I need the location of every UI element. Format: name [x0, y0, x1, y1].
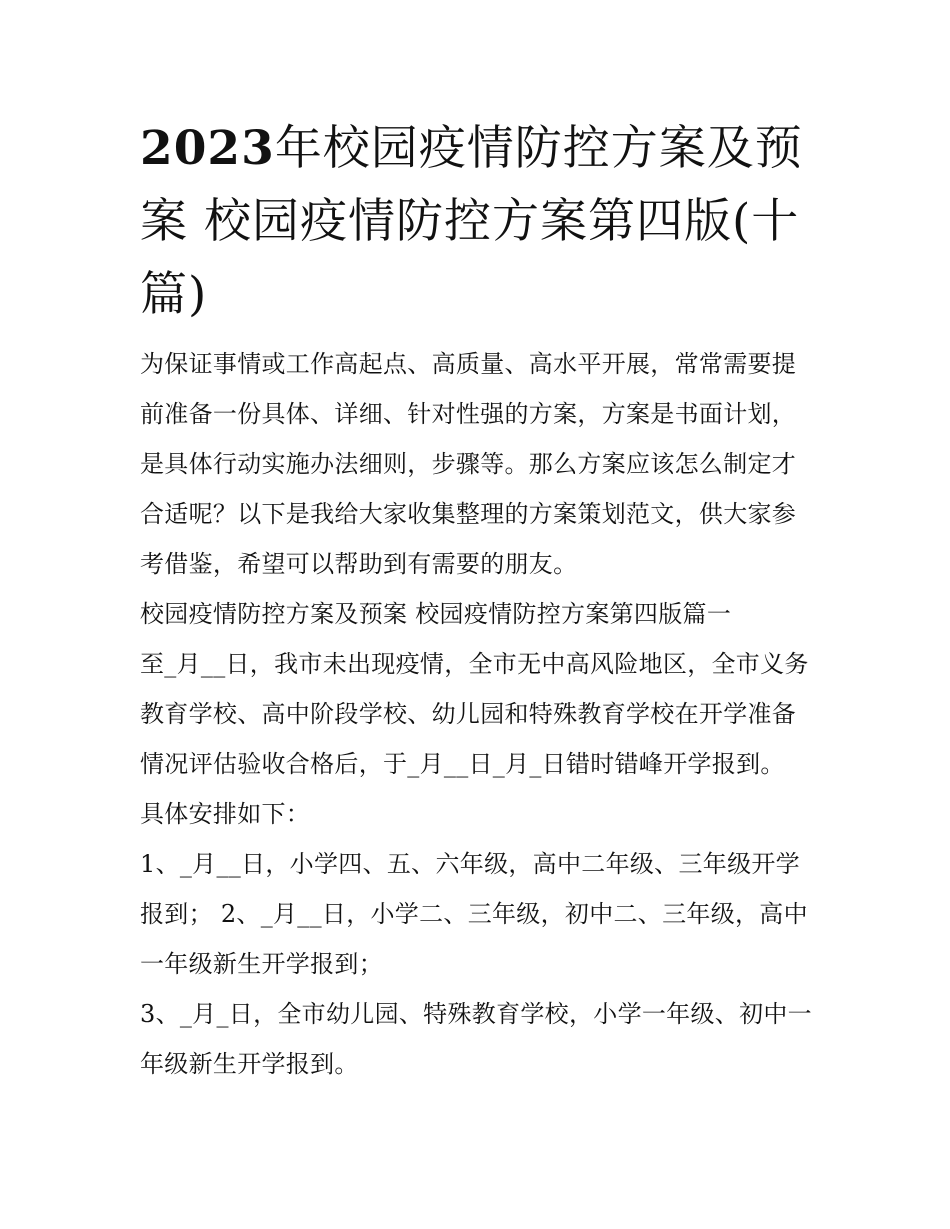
title-text: 年校园疫情防控方案及预案 校园疫情防控方案第四版(十篇)	[140, 121, 803, 322]
schedule-intro: 具体安排如下：	[140, 800, 311, 828]
document-title	[140, 112, 820, 331]
title-year: 2023	[140, 121, 275, 176]
intro-paragraph: 为保证事情或工作高起点、高质量、高水平开展，常常需要提前准备一份具体、详细、针对性强的方案，方案是书面计划，是具体行动实施办法细则，步骤等。那么方案应该怎么制定才合适呢？以下是我给大家收集整理的方案策划范文，供大家参考借鉴，希望可以帮助到有需要的朋友。	[140, 350, 797, 578]
document-page	[140, 112, 820, 1089]
section-heading: 校园疫情防控方案及预案 校园疫情防控方案第四版篇一	[140, 600, 732, 628]
schedule-item: 1、_月__日，小学四、五、六年级，高中二年级、三年级开学报到； 2、_月__日，小学二、三年级，初中二、三年级，高中一年级新生开学报到；	[140, 850, 808, 978]
body-paragraph: 至_月__日，我市未出现疫情，全市无中高风险地区，全市义务教育学校、高中阶段学校、幼儿园和特殊教育学校在开学准备情况评估验收合格后，于_月__日_月_日错时错峰开学报到。	[140, 650, 809, 778]
schedule-item: 3、_月_日，全市幼儿园、特殊教育学校，小学一年级、初中一年级新生开学报到。	[140, 1000, 812, 1078]
